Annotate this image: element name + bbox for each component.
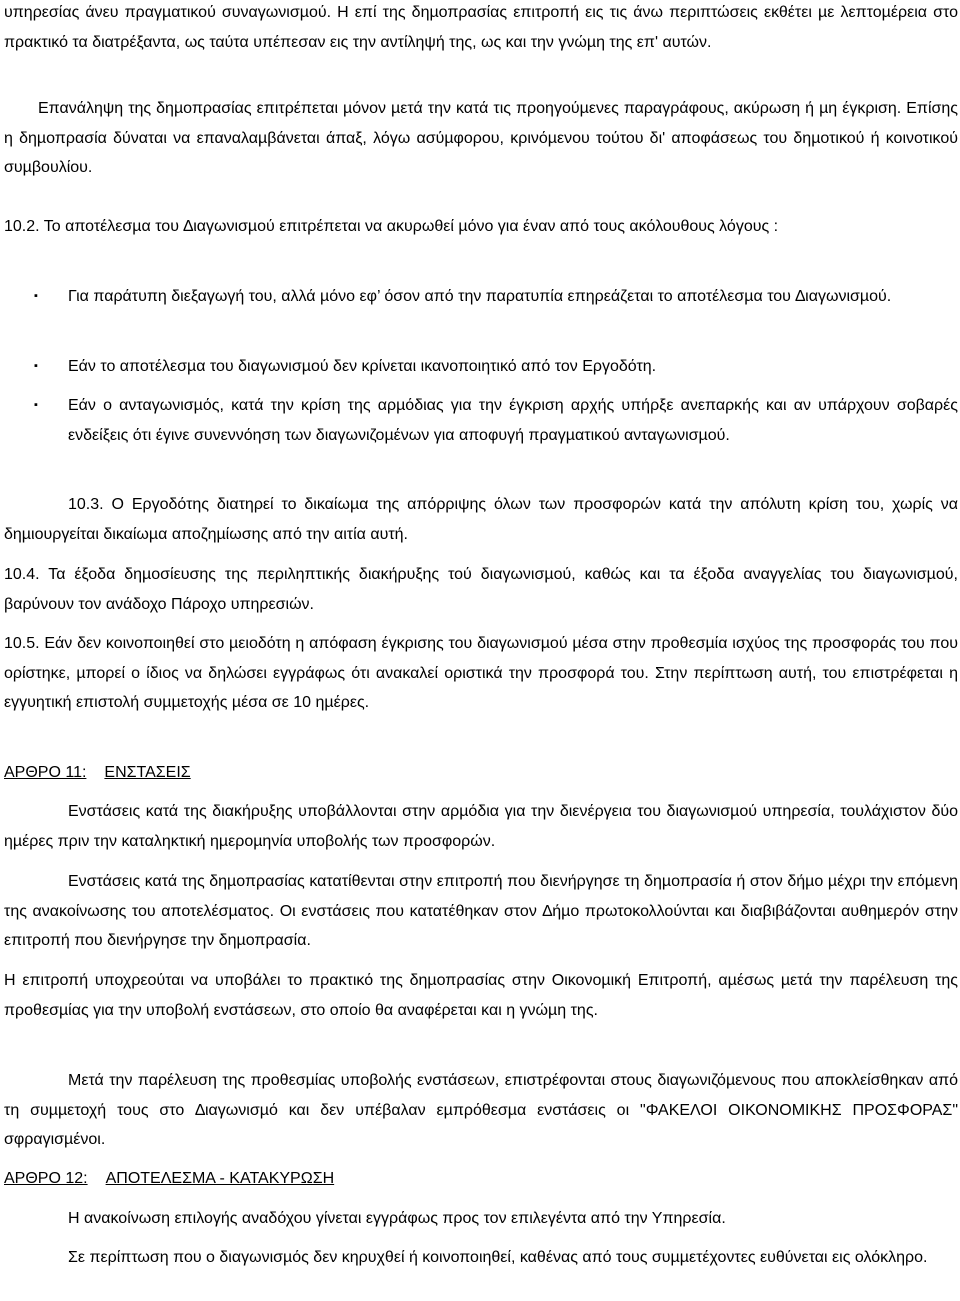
list-item [4,282,958,312]
article-number: ΑΡΘΡΟ 12: [4,1170,88,1187]
paragraph-auction-repetition: Επανάληψη της δηµοπρασίας επιτρέπεται µόνον µετά την κατά τις προηγούµενες παραγράφους, ακύρωση ή µη έγκριση. Επίσης η δηµοπρασία δύναται να επαναλαµβάνεται άπαξ, λόγω ασύµφορου, κρινόµενου τούτου δι' αποφάσεως του δηµοτικού ή κοινοτικού συµβουλίου. [4,100,958,176]
article-title: ΑΠΟΤΕΛΕΣΜΑ - ΚΑΤΑΚΥΡΩΣΗ [105,1170,335,1187]
paragraph-10-4: 10.4. Τα έξοδα δηµοσίευσης της περιληπτικής διακήρυξης τού διαγωνισµού, καθώς και τα έξοδα αναγγελίας του διαγωνισµού, βαρύνουν τον ανάδοχο Πάροχο υπηρεσιών. [4,566,958,613]
article-title: ΕΝΣΤΑΣΕΙΣ [104,764,191,781]
article-number: ΑΡΘΡΟ 11: [4,764,87,781]
paragraph-joint-liability: Σε περίπτωση που ο διαγωνισµός δεν κηρυχθεί ή κοινοποιηθεί, καθένας από τους συµµετέχοντες ευθύνεται εις ολόκληρο. [68,1249,928,1266]
paragraph-10-3: 10.3. Ο Εργοδότης διατηρεί το δικαίωµα της απόρριψης όλων των προσφορών κατά την απόλυτη κρίση του, χωρίς να δηµιουργείται δικαίωµα αποζηµίωσης από την αιτία αυτή. [4,496,958,543]
article-11-heading [4,758,191,788]
article-12-heading [4,1164,334,1194]
paragraph-10-2: 10.2. Το αποτέλεσµα του ∆ιαγωνισµού επιτρέπεται να ακυρωθεί µόνο για έναν από τους ακόλουθους λόγους : [4,218,779,235]
list-item-text: Εάν ο ανταγωνισµός, κατά την κρίση της αρµόδιας για την έγκριση αρχής υπήρξε ανεπαρκής και αν υπάρχουν σοβαρές ενδείξεις ότι έγινε συνεννόηση των διαγωνιζοµένων για αποφυγή πραγµατικού ανταγωνισµού. [68,397,958,444]
bullet-icon: ▪ [34,399,38,411]
paragraph-objections-notice: Ενστάσεις κατά της διακήρυξης υποβάλλονται στην αρµόδια για την διενέργεια του διαγωνισµού υπηρεσία, τουλάχιστον δύο ηµέρες πριν την καταληκτική ηµεροµηνία υποβολής των προσφορών. [4,803,958,850]
paragraph-10-5: 10.5. Εάν δεν κοινοποιηθεί στο µειοδότη η απόφαση έγκρισης του διαγωνισµού µέσα στην προθεσµία ισχύος της προσφοράς του που ορίστηκε, µπορεί ο ίδιος να δηλώσει εγγράφως ότι ανακαλεί οριστικά την προσφορά του. Στην περίπτωση αυτή, του επιστρέφεται η εγγυητική επιστολή συµµετοχής µέσα σε 10 ηµέρες. [4,635,958,711]
list-item-text: Εάν το αποτέλεσµα του διαγωνισµού δεν κρίνεται ικανοποιητικό από τον Εργοδότη. [68,358,657,375]
list-item-text: Για παράτυπη διεξαγωγή του, αλλά µόνο εφ’ όσον από την παρατυπία επηρεάζεται το αποτέλεσµα του ∆ιαγωνισµού. [68,288,892,305]
bullet-icon: ▪ [34,290,38,302]
paragraph-committee-report: Η επιτροπή υποχρεούται να υποβάλει το πρακτικό της δηµοπρασίας στην Οικονοµική Επιτροπή, αµέσως µετά την παρέλευση της προθεσµίας για την υποβολή ενστάσεων, στο οποίο θα αναφέρεται και η γνώµη της. [4,972,958,1019]
paragraph-objections-auction: Ενστάσεις κατά της δηµοπρασίας κατατίθενται στην επιτροπή που διενήργησε τη δηµοπρασία ή στον δήµο µέχρι την επόµενη της ανακοίνωσης του αποτελέσµατος. Οι ενστάσεις που κατατέθηκαν στον ∆ήµο πρωτοκολλούνται και διαβιβάζονται αυθηµερόν στην επιτροπή που διενήργησε την δηµοπρασία. [4,873,958,949]
list-item [4,391,958,450]
list-item [4,352,958,382]
paragraph-envelopes-return: Μετά την παρέλευση της προθεσµίας υποβολής ενστάσεων, επιστρέφονται στους διαγωνιζόµενους που αποκλείσθηκαν από τη συµµετοχή τους στο ∆ιαγωνισµό και δεν υπέβαλαν εµπρόθεσµα ενστάσεις οι "ΦΑΚΕΛΟΙ ΟΙΚΟΝΟΜΙΚΗΣ ΠΡΟΣΦΟΡΑΣ" σφραγισµένοι. [4,1072,958,1148]
paragraph-bid-committee-report: υπηρεσίας άνευ πραγµατικού συναγωνισµού. Η επί της δηµοπρασίας επιτροπή εις τις άνω περιπτώσεις εκθέτει µε λεπτοµέρεια στο πρακτικό τα διατρέξαντα, ως ταύτα υπέπεσαν εις την αντίληψή της, ως και την γνώµη της επ' αυτών. [4,4,958,51]
bullet-icon: ▪ [34,360,38,372]
paragraph-award-notice: Η ανακοίνωση επιλογής αναδόχου γίνεται εγγράφως προς τον επιλεγέντα από την Υπηρεσία. [68,1210,726,1227]
